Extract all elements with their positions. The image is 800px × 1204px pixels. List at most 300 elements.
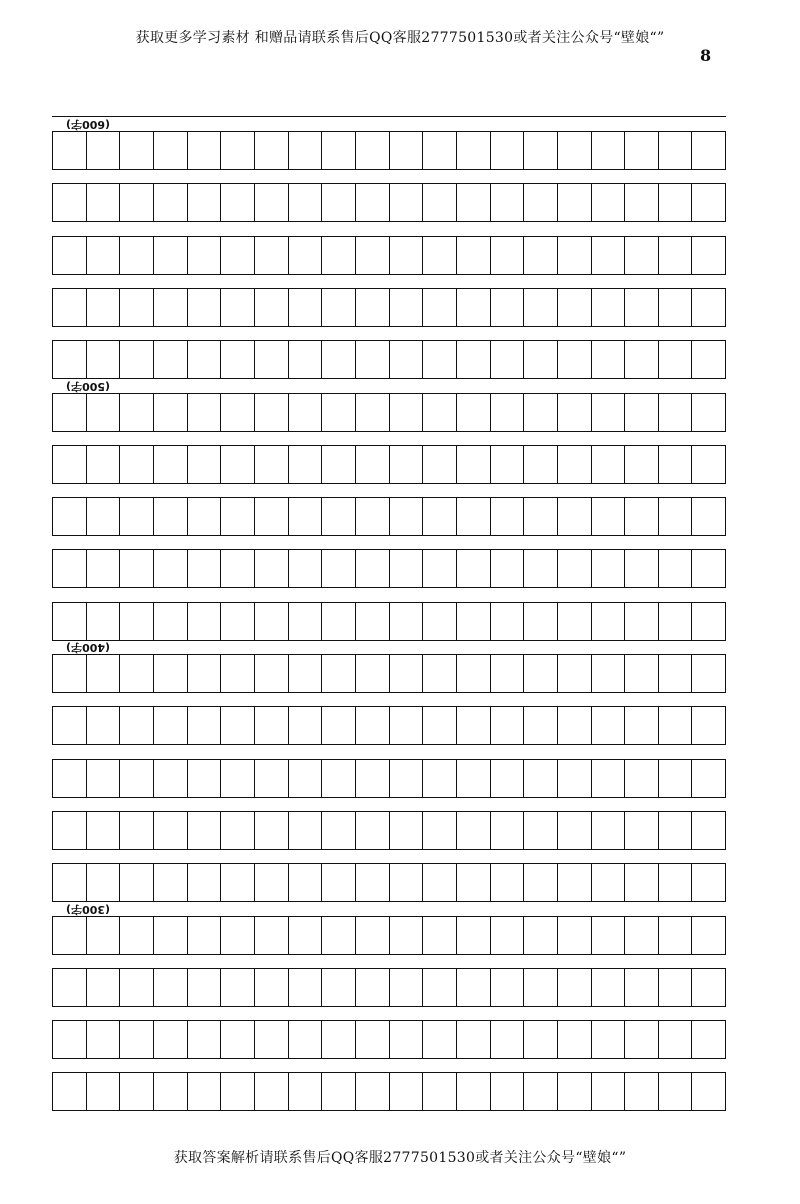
grid-cell <box>120 1021 154 1058</box>
grid-cell <box>87 864 121 901</box>
grid-cell <box>558 184 592 221</box>
grid-cell <box>423 812 457 849</box>
grid-cell <box>423 603 457 640</box>
grid-cell <box>289 603 323 640</box>
grid-cell <box>255 289 289 326</box>
grid-cell <box>659 1073 693 1110</box>
grid-cell <box>53 394 87 431</box>
grid-cell <box>558 1073 592 1110</box>
grid-cell <box>289 760 323 797</box>
grid-cell <box>558 969 592 1006</box>
grid-cell <box>659 498 693 535</box>
grid-cell <box>255 812 289 849</box>
grid-cell <box>289 1021 323 1058</box>
grid-cell <box>188 1021 222 1058</box>
grid-cell <box>221 812 255 849</box>
grid-cell <box>592 1073 626 1110</box>
grid-cell <box>53 184 87 221</box>
grid-cell <box>491 917 525 954</box>
grid-cell <box>625 655 659 692</box>
grid-cell <box>625 812 659 849</box>
grid-cell <box>188 184 222 221</box>
grid-cell <box>625 1021 659 1058</box>
grid-cell <box>120 184 154 221</box>
grid-cell <box>423 498 457 535</box>
grid-cell <box>423 237 457 274</box>
grid-cell <box>592 603 626 640</box>
grid-cell <box>289 917 323 954</box>
grid-cell <box>255 917 289 954</box>
grid-cell <box>221 1073 255 1110</box>
grid-cell <box>692 917 725 954</box>
grid-cell <box>87 341 121 378</box>
top-divider <box>52 116 726 117</box>
grid-cell <box>154 237 188 274</box>
grid-cell <box>390 655 424 692</box>
grid-cell <box>255 446 289 483</box>
grid-cell <box>154 1021 188 1058</box>
grid-cell <box>390 132 424 169</box>
grid-cell <box>255 341 289 378</box>
grid-cell <box>120 655 154 692</box>
grid-cell <box>53 550 87 587</box>
grid-cell <box>659 1021 693 1058</box>
grid-cell <box>659 550 693 587</box>
grid-cell <box>120 237 154 274</box>
grid-cell <box>322 498 356 535</box>
grid-cell <box>390 184 424 221</box>
grid-cell <box>558 498 592 535</box>
grid-cell <box>524 655 558 692</box>
grid-cell <box>322 760 356 797</box>
grid-cell <box>457 237 491 274</box>
grid-cell <box>592 812 626 849</box>
grid-cell <box>390 1021 424 1058</box>
grid-cell <box>356 1021 390 1058</box>
grid-cell <box>423 184 457 221</box>
grid-cell <box>188 707 222 744</box>
grid-cell <box>255 550 289 587</box>
grid-cell <box>558 394 592 431</box>
grid-cell <box>659 446 693 483</box>
grid-cell <box>625 707 659 744</box>
grid-cell <box>221 655 255 692</box>
grid-cell <box>356 446 390 483</box>
grid-cell <box>53 655 87 692</box>
grid-row <box>52 131 726 170</box>
grid-cell <box>154 812 188 849</box>
grid-cell <box>491 760 525 797</box>
grid-cell <box>188 655 222 692</box>
grid-cell <box>289 707 323 744</box>
header-promo-text: 获取更多学习素材 和赠品请联系售后QQ客服2777501530或者关注公众号“壁娘“” <box>135 30 665 46</box>
grid-cell <box>255 184 289 221</box>
grid-cell <box>491 132 525 169</box>
grid-cell <box>120 969 154 1006</box>
grid-cell <box>53 760 87 797</box>
grid-cell <box>87 969 121 1006</box>
grid-cell <box>356 707 390 744</box>
grid-cell <box>188 237 222 274</box>
grid-cell <box>491 655 525 692</box>
grid-cell <box>692 289 725 326</box>
grid-cell <box>692 184 725 221</box>
grid-cell <box>322 707 356 744</box>
grid-cell <box>659 707 693 744</box>
grid-cell <box>221 550 255 587</box>
grid-cell <box>255 707 289 744</box>
grid-cell <box>53 864 87 901</box>
grid-cell <box>154 184 188 221</box>
grid-cell <box>625 132 659 169</box>
grid-cell <box>659 394 693 431</box>
grid-cell <box>491 812 525 849</box>
grid-cell <box>692 341 725 378</box>
grid-cell <box>221 394 255 431</box>
grid-cell <box>625 289 659 326</box>
grid-cell <box>457 864 491 901</box>
grid-cell <box>457 289 491 326</box>
grid-cell <box>322 917 356 954</box>
grid-row <box>52 445 726 484</box>
grid-row <box>52 549 726 588</box>
grid-cell <box>322 184 356 221</box>
grid-cell <box>659 341 693 378</box>
grid-cell <box>692 498 725 535</box>
grid-cell <box>592 550 626 587</box>
grid-cell <box>524 394 558 431</box>
grid-cell <box>524 289 558 326</box>
grid-cell <box>221 498 255 535</box>
grid-cell <box>491 603 525 640</box>
grid-cell <box>356 289 390 326</box>
grid-cell <box>659 184 693 221</box>
grid-cell <box>221 289 255 326</box>
grid-cell <box>491 446 525 483</box>
grid-cell <box>558 341 592 378</box>
grid-cell <box>659 289 693 326</box>
grid-cell <box>53 237 87 274</box>
grid-cell <box>390 446 424 483</box>
grid-cell <box>120 1073 154 1110</box>
grid-row <box>52 1072 726 1111</box>
grid-cell <box>592 760 626 797</box>
grid-cell <box>255 655 289 692</box>
grid-cell <box>154 760 188 797</box>
grid-cell <box>592 917 626 954</box>
grid-cell <box>322 550 356 587</box>
grid-cell <box>322 812 356 849</box>
grid-cell <box>87 1021 121 1058</box>
grid-cell <box>625 969 659 1006</box>
grid-cell <box>457 341 491 378</box>
grid-cell <box>289 289 323 326</box>
grid-cell <box>154 969 188 1006</box>
grid-cell <box>524 341 558 378</box>
grid-row <box>52 968 726 1007</box>
grid-cell <box>289 394 323 431</box>
grid-row <box>52 706 726 745</box>
grid-cell <box>692 603 725 640</box>
grid-cell <box>188 812 222 849</box>
grid-cell <box>87 655 121 692</box>
grid-cell <box>457 655 491 692</box>
grid-cell <box>289 969 323 1006</box>
grid-cell <box>592 289 626 326</box>
grid-cell <box>289 446 323 483</box>
grid-cell <box>154 917 188 954</box>
grid-cell <box>188 917 222 954</box>
grid-cell <box>221 969 255 1006</box>
grid-cell <box>255 1021 289 1058</box>
grid-cell <box>221 917 255 954</box>
word-count-marker: (500字) <box>66 379 111 393</box>
grid-cell <box>87 917 121 954</box>
grid-cell <box>221 184 255 221</box>
grid-cell <box>390 864 424 901</box>
grid-cell <box>289 1073 323 1110</box>
grid-row <box>52 1020 726 1059</box>
grid-cell <box>322 446 356 483</box>
grid-cell <box>390 760 424 797</box>
grid-cell <box>423 394 457 431</box>
grid-cell <box>524 1021 558 1058</box>
grid-cell <box>457 446 491 483</box>
grid-cell <box>120 132 154 169</box>
grid-cell <box>356 969 390 1006</box>
grid-cell <box>120 760 154 797</box>
grid-cell <box>356 864 390 901</box>
grid-cell <box>390 707 424 744</box>
word-count-marker: (400字) <box>66 641 111 654</box>
grid-cell <box>87 603 121 640</box>
grid-cell <box>390 550 424 587</box>
grid-cell <box>491 1073 525 1110</box>
grid-cell <box>659 132 693 169</box>
grid-cell <box>592 655 626 692</box>
grid-cell <box>592 498 626 535</box>
grid-cell <box>659 655 693 692</box>
grid-cell <box>457 498 491 535</box>
grid-cell <box>692 812 725 849</box>
grid-cell <box>322 341 356 378</box>
grid-cell <box>87 237 121 274</box>
grid-cell <box>524 550 558 587</box>
grid-cell <box>120 446 154 483</box>
grid-cell <box>87 132 121 169</box>
grid-row <box>52 863 726 902</box>
grid-cell <box>692 864 725 901</box>
grid-cell <box>322 289 356 326</box>
grid-cell <box>558 550 592 587</box>
grid-cell <box>524 237 558 274</box>
grid-cell <box>625 237 659 274</box>
grid-cell <box>592 969 626 1006</box>
grid-cell <box>457 917 491 954</box>
grid-cell <box>53 812 87 849</box>
grid-cell <box>625 446 659 483</box>
grid-cell <box>390 917 424 954</box>
grid-cell <box>120 341 154 378</box>
grid-cell <box>625 864 659 901</box>
grid-cell <box>53 341 87 378</box>
grid-cell <box>457 603 491 640</box>
grid-cell <box>289 655 323 692</box>
grid-cell <box>558 237 592 274</box>
grid-cell <box>524 969 558 1006</box>
grid-cell <box>390 969 424 1006</box>
grid-cell <box>53 707 87 744</box>
grid-cell <box>356 917 390 954</box>
grid-cell <box>53 498 87 535</box>
grid-cell <box>625 341 659 378</box>
grid-cell <box>457 760 491 797</box>
grid-cell <box>491 498 525 535</box>
grid-cell <box>289 864 323 901</box>
grid-cell <box>491 550 525 587</box>
grid-cell <box>390 394 424 431</box>
grid-cell <box>558 864 592 901</box>
grid-cell <box>120 812 154 849</box>
grid-cell <box>188 394 222 431</box>
grid-cell <box>356 341 390 378</box>
grid-cell <box>524 184 558 221</box>
page-number: 8 <box>700 46 712 65</box>
grid-cell <box>255 132 289 169</box>
grid-cell <box>87 550 121 587</box>
grid-cell <box>322 1021 356 1058</box>
grid-cell <box>524 864 558 901</box>
grid-cell <box>524 1073 558 1110</box>
grid-cell <box>423 446 457 483</box>
grid-cell <box>625 184 659 221</box>
grid-row <box>52 340 726 379</box>
grid-cell <box>524 760 558 797</box>
grid-cell <box>491 237 525 274</box>
grid-cell <box>154 289 188 326</box>
grid-cell <box>692 394 725 431</box>
grid-cell <box>221 760 255 797</box>
grid-cell <box>423 1021 457 1058</box>
grid-cell <box>188 864 222 901</box>
grid-cell <box>120 289 154 326</box>
grid-cell <box>592 184 626 221</box>
grid-cell <box>625 1073 659 1110</box>
grid-cell <box>692 760 725 797</box>
grid-cell <box>221 603 255 640</box>
grid-cell <box>423 864 457 901</box>
grid-cell <box>592 864 626 901</box>
grid-cell <box>423 917 457 954</box>
grid-cell <box>221 446 255 483</box>
grid-cell <box>659 864 693 901</box>
grid-cell <box>322 132 356 169</box>
grid-cell <box>558 603 592 640</box>
grid-cell <box>154 498 188 535</box>
grid-cell <box>457 812 491 849</box>
grid-cell <box>356 655 390 692</box>
grid-cell <box>289 812 323 849</box>
grid-cell <box>120 864 154 901</box>
grid-cell <box>87 289 121 326</box>
grid-cell <box>53 132 87 169</box>
grid-cell <box>53 1073 87 1110</box>
grid-cell <box>154 864 188 901</box>
grid-cell <box>457 707 491 744</box>
grid-cell <box>457 1073 491 1110</box>
grid-cell <box>221 132 255 169</box>
grid-cell <box>659 917 693 954</box>
grid-cell <box>255 969 289 1006</box>
grid-cell <box>154 1073 188 1110</box>
grid-cell <box>524 132 558 169</box>
grid-cell <box>592 707 626 744</box>
grid-cell <box>120 603 154 640</box>
grid-cell <box>625 760 659 797</box>
grid-cell <box>423 707 457 744</box>
grid-cell <box>221 341 255 378</box>
grid-cell <box>423 289 457 326</box>
grid-cell <box>120 394 154 431</box>
grid-cell <box>592 341 626 378</box>
grid-cell <box>692 707 725 744</box>
grid-cell <box>524 812 558 849</box>
grid-cell <box>558 289 592 326</box>
grid-cell <box>659 812 693 849</box>
grid-cell <box>625 917 659 954</box>
grid-row <box>52 654 726 693</box>
grid-cell <box>491 184 525 221</box>
grid-cell <box>625 550 659 587</box>
grid-cell <box>692 655 725 692</box>
grid-cell <box>356 184 390 221</box>
grid-cell <box>255 394 289 431</box>
grid-cell <box>53 289 87 326</box>
grid-cell <box>558 655 592 692</box>
grid-cell <box>87 184 121 221</box>
grid-cell <box>221 707 255 744</box>
word-count-marker: (600字) <box>66 118 111 131</box>
grid-cell <box>289 184 323 221</box>
grid-cell <box>154 132 188 169</box>
grid-cell <box>255 603 289 640</box>
grid-cell <box>524 603 558 640</box>
grid-cell <box>356 550 390 587</box>
grid-cell <box>491 341 525 378</box>
grid-cell <box>659 603 693 640</box>
grid-cell <box>154 603 188 640</box>
grid-cell <box>692 132 725 169</box>
grid-row <box>52 759 726 798</box>
grid-cell <box>592 394 626 431</box>
grid-cell <box>322 394 356 431</box>
grid-cell <box>592 132 626 169</box>
grid-cell <box>188 289 222 326</box>
grid-cell <box>255 237 289 274</box>
grid-cell <box>423 969 457 1006</box>
grid-row <box>52 236 726 275</box>
grid-cell <box>322 969 356 1006</box>
grid-cell <box>524 498 558 535</box>
grid-cell <box>423 760 457 797</box>
grid-cell <box>255 1073 289 1110</box>
grid-cell <box>221 237 255 274</box>
grid-cell <box>592 446 626 483</box>
grid-cell <box>53 917 87 954</box>
word-count-marker: (300字) <box>66 902 111 916</box>
grid-cell <box>356 132 390 169</box>
grid-cell <box>53 1021 87 1058</box>
